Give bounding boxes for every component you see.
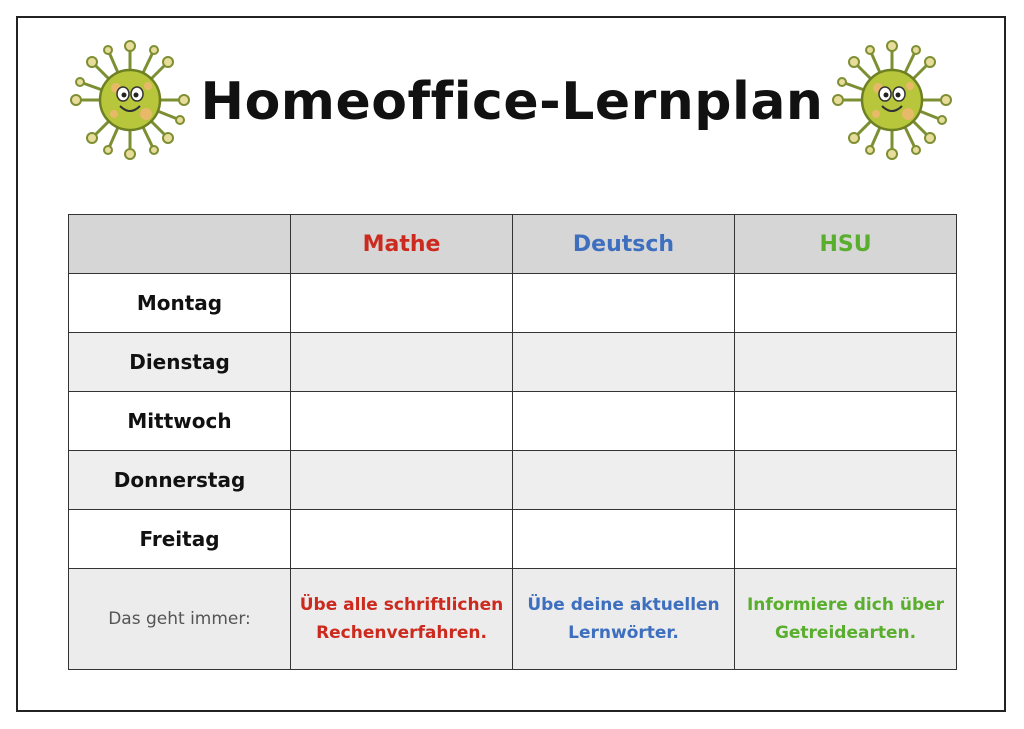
table-row (69, 274, 957, 333)
entry-cell[interactable] (513, 333, 735, 392)
entry-cell[interactable] (291, 333, 513, 392)
table-row (69, 333, 957, 392)
table-row (69, 392, 957, 451)
entry-cell[interactable] (735, 333, 957, 392)
table-row (69, 451, 957, 510)
subject-header-deutsch: Deutsch (513, 215, 735, 274)
always-label: Das geht immer: (69, 569, 291, 670)
lernplan-table (68, 214, 957, 670)
always-row (69, 569, 957, 670)
page-title: Homeoffice-Lernplan (200, 72, 824, 132)
always-mathe-line: Rechenverfahren. (316, 623, 487, 643)
table-row (69, 510, 957, 569)
entry-cell[interactable] (513, 392, 735, 451)
always-deutsch-cell (513, 569, 735, 670)
entry-cell[interactable] (291, 274, 513, 333)
always-deutsch-line: Lernwörter. (568, 623, 679, 643)
day-label: Mittwoch (69, 392, 291, 451)
entry-cell[interactable] (735, 392, 957, 451)
always-hsu-line: Informiere dich über (746, 595, 945, 615)
always-hsu-line: Getreidearten. (774, 623, 917, 643)
entry-cell[interactable] (735, 510, 957, 569)
always-deutsch-line: Übe deine aktuellen (527, 595, 720, 615)
day-label: Freitag (69, 510, 291, 569)
entry-cell[interactable] (291, 392, 513, 451)
day-label: Donnerstag (69, 451, 291, 510)
subject-header-hsu: HSU (735, 215, 957, 274)
subject-header-mathe: Mathe (291, 215, 513, 274)
header-empty-cell (69, 215, 291, 274)
always-hsu-cell (735, 569, 957, 670)
day-label: Montag (69, 274, 291, 333)
always-mathe-cell (291, 569, 513, 670)
entry-cell[interactable] (513, 274, 735, 333)
entry-cell[interactable] (735, 274, 957, 333)
entry-cell[interactable] (735, 451, 957, 510)
header-row (69, 215, 957, 274)
entry-cell[interactable] (291, 510, 513, 569)
entry-cell[interactable] (291, 451, 513, 510)
entry-cell[interactable] (513, 510, 735, 569)
day-label: Dienstag (69, 333, 291, 392)
entry-cell[interactable] (513, 451, 735, 510)
always-mathe-line: Übe alle schriftlichen (299, 595, 504, 615)
